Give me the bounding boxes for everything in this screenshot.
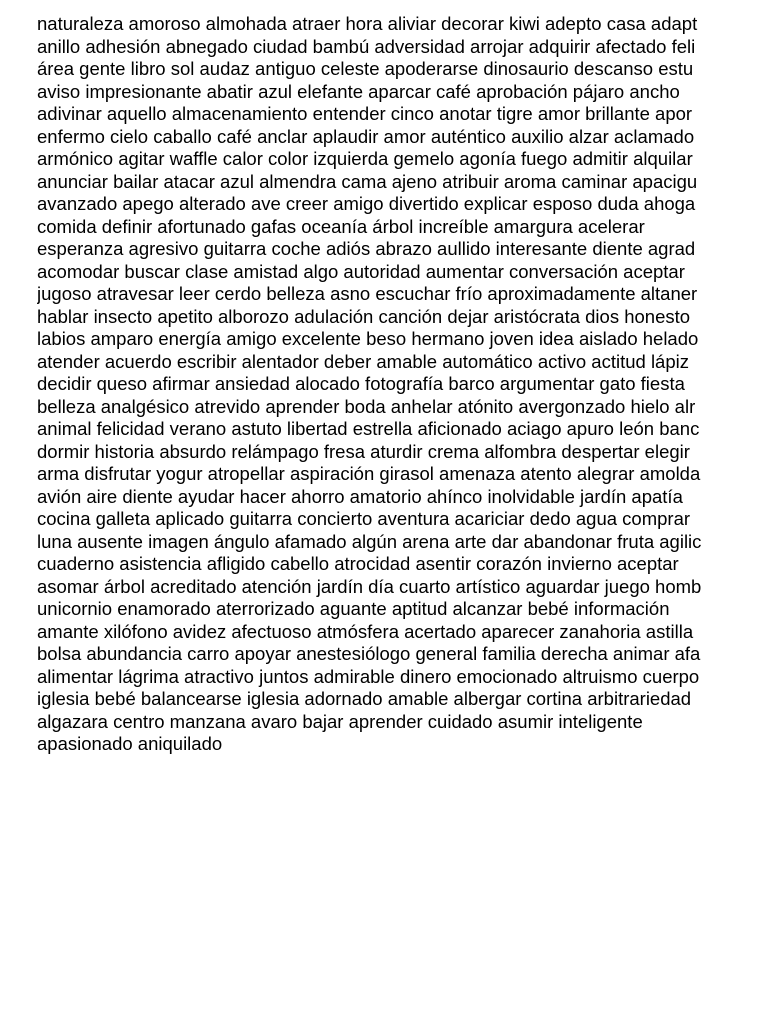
- text-line-22: avión aire diente ayudar hacer ahorro amatorio ahínco inolvidable jardín apatía: [37, 485, 683, 507]
- text-line-31: iglesia bebé balancearse iglesia adornado amable albergar cortina arbitrariedad: [37, 688, 692, 709]
- text-line-27: unicornio enamorado aterrorizado aguante aptitud alcanzar bebé información: [37, 598, 670, 619]
- text-line-21: arma disfrutar yogur atropellar aspiración girasol amenaza atento alegrar amolda: [37, 463, 701, 484]
- text-line-17: decidir queso afirmar ansiedad alocado fotografía barco argumentar gato fiesta: [37, 373, 685, 394]
- text-line-11: esperanza agresivo guitarra coche adiós abrazo aullido interesante diente agrad: [37, 238, 696, 259]
- text-line-26: asomar árbol acreditado atención jardín día cuarto artístico aguardar juego homb: [37, 575, 702, 597]
- text-line-2: anillo adhesión abnegado ciudad bambú adversidad arrojar adquirir afectado feli: [37, 35, 696, 57]
- text-line-13: jugoso atravesar leer cerdo belleza asno escuchar frío aproximadamente altaner: [37, 283, 698, 304]
- text-line-8: anunciar bailar atacar azul almendra cama ajeno atribuir aroma caminar apacigu: [37, 170, 698, 192]
- text-line-12: acomodar buscar clase amistad algo autoridad aumentar conversación aceptar: [37, 260, 685, 282]
- text-line-1: naturaleza amoroso almohada atraer hora aliviar decorar kiwi adepto casa adapt: [37, 13, 698, 34]
- text-line-24: luna ausente imagen ángulo afamado algún arena arte dar abandonar fruta agilic: [37, 530, 702, 552]
- text-line-5: adivinar aquello almacenamiento entender cinco anotar tigre amor brillante apor: [37, 103, 693, 124]
- text-line-9: avanzado apego alterado ave creer amigo divertido explicar esposo duda ahoga: [37, 193, 696, 214]
- text-line-29: bolsa abundancia carro apoyar anestesiólogo general familia derecha animar afa: [37, 643, 701, 664]
- text-line-10: comida definir afortunado gafas oceanía árbol increíble amargura acelerar: [37, 215, 645, 237]
- text-line-30: alimentar lágrima atractivo juntos admirable dinero emocionado altruismo cuerpo: [37, 665, 700, 687]
- text-line-25: cuaderno asistencia afligido cabello atrocidad asentir corazón invierno aceptar: [37, 553, 679, 574]
- text-line-19: animal felicidad verano astuto libertad estrella aficionado aciago apuro león banc: [37, 418, 700, 439]
- text-line-28: amante xilófono avidez afectuoso atmósfera acertado aparecer zanahoria astilla: [37, 620, 694, 642]
- text-line-16: atender acuerdo escribir alentador deber amable automático activo actitud lápiz: [37, 350, 689, 372]
- text-line-23: cocina galleta aplicado guitarra concierto aventura acariciar dedo agua comprar: [37, 508, 691, 529]
- text-line-3: área gente libro sol audaz antiguo celeste apoderarse dinosaurio descanso estu: [37, 58, 694, 79]
- text-line-32: algazara centro manzana avaro bajar aprender cuidado asumir inteligente: [37, 710, 643, 732]
- word-list-text: [37, 13, 768, 756]
- text-line-4: aviso impresionante abatir azul elefante aparcar café aprobación pájaro ancho: [37, 80, 680, 102]
- text-line-7: armónico agitar waffle calor color izquierda gemelo agonía fuego admitir alquilar: [37, 148, 693, 169]
- text-line-15: labios amparo energía amigo excelente beso hermano joven idea aislado helado: [37, 328, 699, 349]
- text-line-20: dormir historia absurdo relámpago fresa aturdir crema alfombra despertar elegir: [37, 440, 690, 462]
- text-line-14: hablar insecto apetito alborozo adulación canción dejar aristócrata dios honesto: [37, 305, 691, 327]
- text-line-33: apasionado aniquilado: [37, 733, 223, 754]
- text-line-18: belleza analgésico atrevido aprender boda anhelar atónito avergonzado hielo alr: [37, 395, 696, 417]
- text-line-6: enfermo cielo caballo café anclar aplaudir amor auténtico auxilio alzar aclamado: [37, 125, 695, 147]
